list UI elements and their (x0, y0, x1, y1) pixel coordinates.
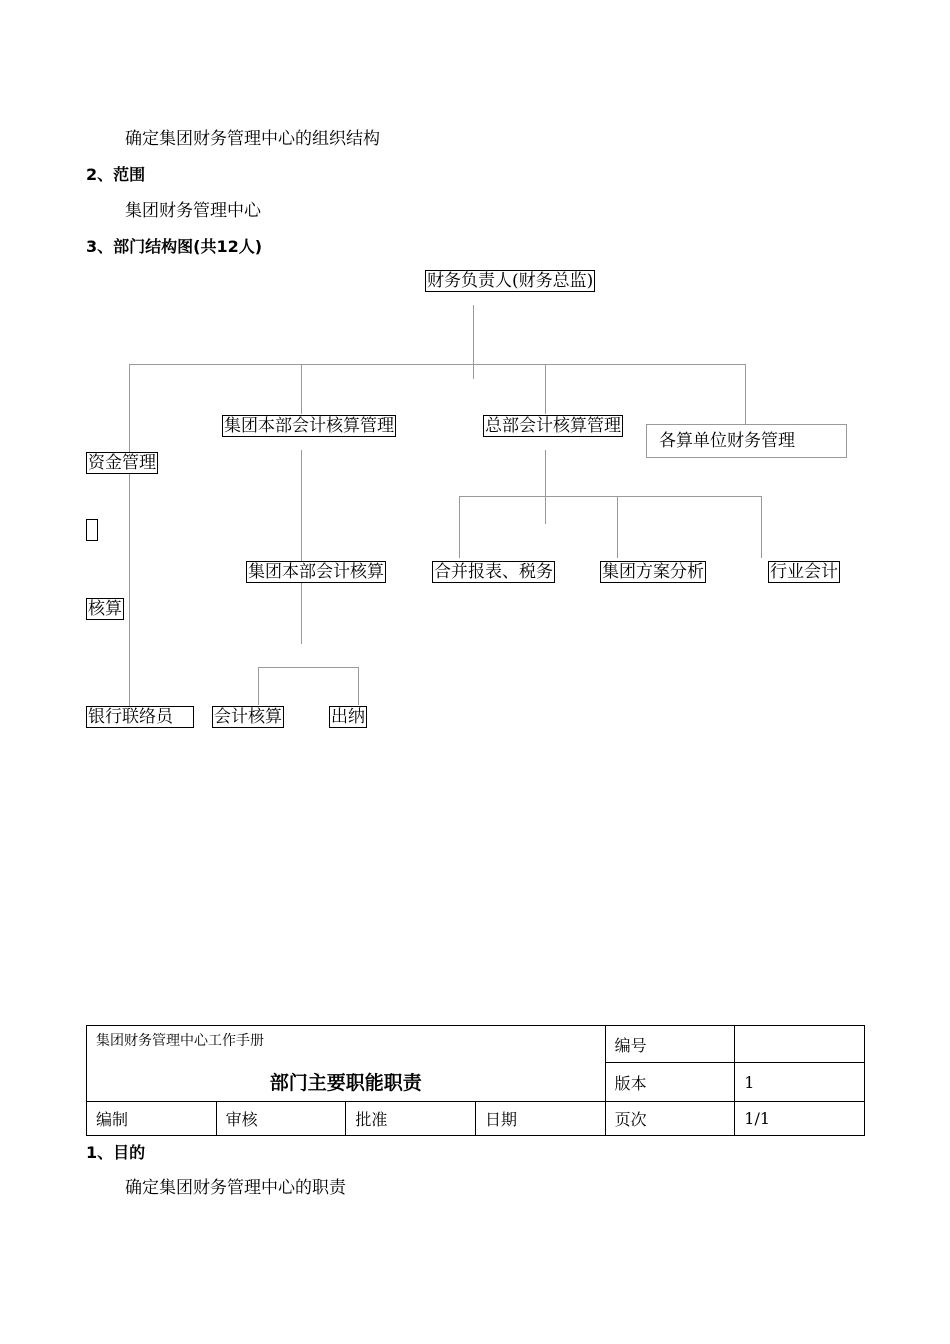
page-value: 1/1 (735, 1102, 865, 1136)
connector-line (459, 496, 460, 558)
org-root-cfo: 财务负责人(财务总监) (427, 271, 594, 291)
page-label: 页次 (605, 1102, 735, 1136)
connector-line (301, 450, 302, 644)
chart-heading: 3、部门结构图(共12人) (86, 237, 263, 256)
org-unit-finance-mgmt: 各算单位财务管理 (646, 424, 847, 458)
review-label: 审核 (216, 1102, 346, 1136)
manual-name: 集团财务管理中心工作手册 (87, 1026, 606, 1063)
purpose-heading: 1、目的 (86, 1143, 146, 1162)
connector-line (258, 667, 259, 705)
empty-box-icon (86, 519, 98, 541)
org-industry-accounting: 行业会计 (770, 562, 838, 582)
connector-line (129, 364, 746, 365)
org-verification: 核算 (88, 599, 122, 619)
org-cashier: 出纳 (331, 707, 365, 727)
org-bank-liaison: 银行联络员 (86, 706, 194, 728)
doc-title: 部门主要职能职责 (87, 1063, 606, 1102)
org-hq-group-acct: 集团本部会计核算 (248, 562, 384, 582)
org-head-acct-mgmt: 总部会计核算管理 (485, 416, 621, 436)
org-accounting: 会计核算 (214, 707, 282, 727)
version-value: 1 (735, 1063, 865, 1102)
connector-line (545, 450, 546, 524)
connector-line (761, 496, 762, 558)
connector-line (129, 364, 130, 716)
number-label: 编号 (605, 1026, 735, 1063)
org-group-plan-analysis: 集团方案分析 (602, 562, 704, 582)
number-value (735, 1026, 865, 1063)
connector-line (459, 496, 762, 497)
connector-line (473, 305, 474, 379)
connector-line (301, 364, 302, 414)
version-label: 版本 (605, 1063, 735, 1102)
connector-line (617, 496, 618, 558)
approve-label: 批准 (346, 1102, 476, 1136)
scope-heading: 2、范围 (86, 165, 146, 184)
org-fund-mgmt: 资金管理 (88, 453, 156, 473)
org-consolidated-tax: 合并报表、税务 (434, 562, 553, 582)
connector-line (358, 667, 359, 705)
purpose-text: 确定集团财务管理中心的职责 (125, 1178, 346, 1198)
org-hq-group-acct-mgmt: 集团本部会计核算管理 (224, 416, 394, 436)
connector-line (545, 364, 546, 414)
scope-text: 集团财务管理中心 (125, 201, 261, 221)
prepared-label: 编制 (87, 1102, 217, 1136)
document-header-table (86, 1025, 865, 1136)
intro-text: 确定集团财务管理中心的组织结构 (125, 129, 380, 149)
connector-line (258, 667, 359, 668)
connector-line (745, 364, 746, 424)
date-label: 日期 (475, 1102, 605, 1136)
